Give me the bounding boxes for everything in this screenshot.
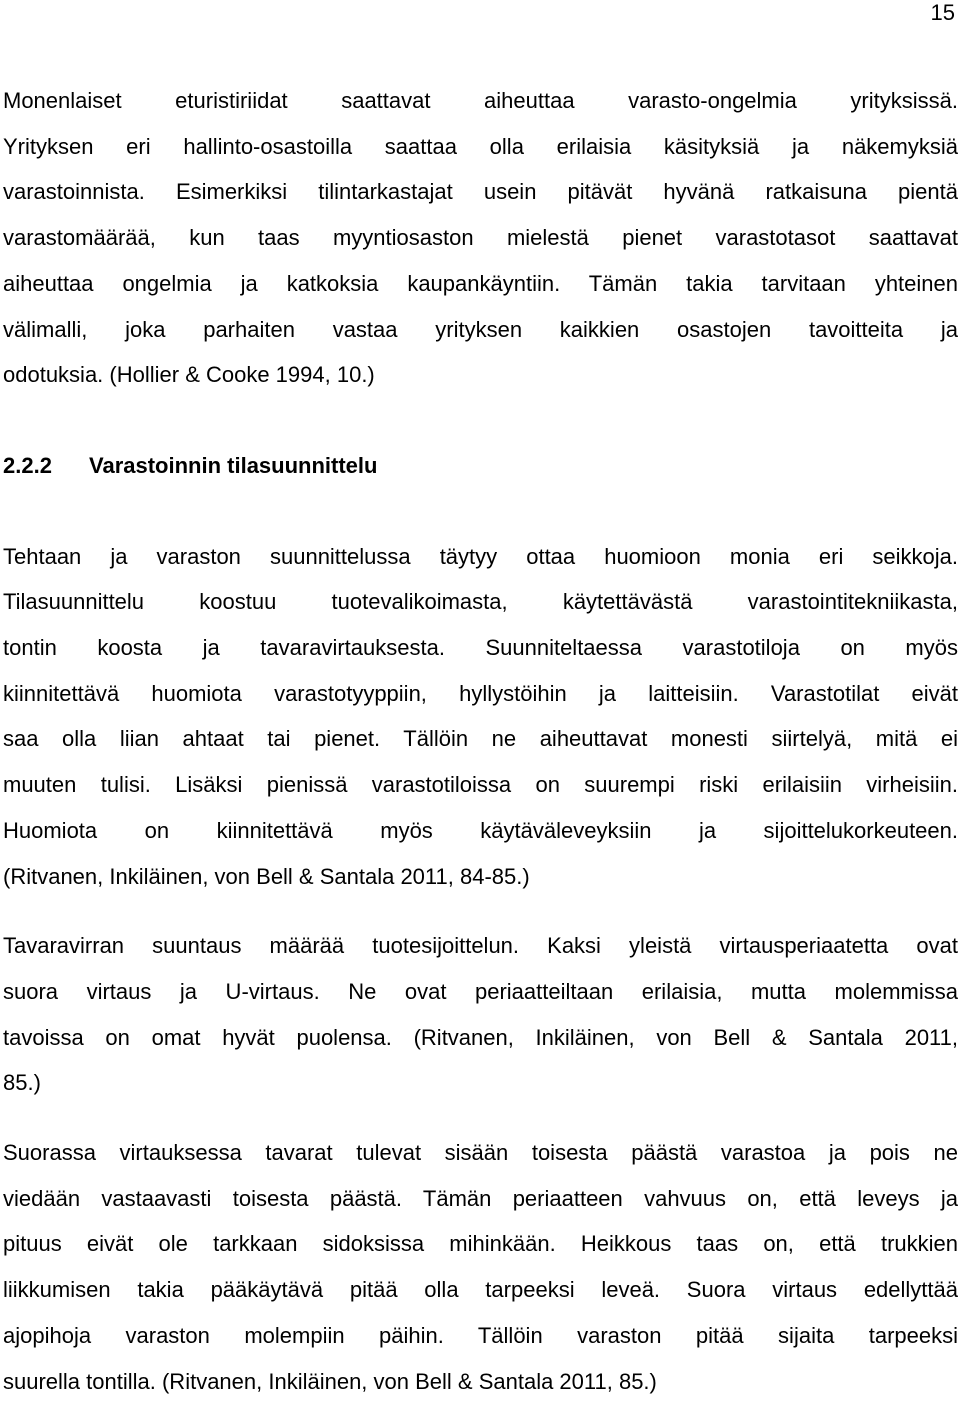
text-line: Huomiota on kiinnitettävä myös käytäväleveyksiin ja sijoittelukorkeuteen. [3, 817, 958, 843]
text-line: 85.) [3, 1070, 41, 1096]
paragraph-stakeholder-conflicts [3, 78, 958, 398]
text-line: viedään vastaavasti toisesta päästä. Tämän periaatteen vahvuus on, että leveys ja [3, 1185, 958, 1211]
text-line: pituus eivät ole tarkkaan sidoksissa mihinkään. Heikkous taas on, että trukkien [3, 1231, 958, 1257]
text-line: välimalli, joka parhaiten vastaa yrityksen kaikkien osastojen tavoitteita ja [3, 316, 958, 342]
text-line: Yrityksen eri hallinto-osastoilla saattaa olla erilaisia käsityksiä ja näkemyksiä [3, 133, 958, 159]
document-body [3, 78, 958, 1404]
paragraph-straight-flow [3, 1130, 958, 1404]
text-line: ajopihoja varaston molempiin päihin. Tällöin varaston pitää sijaita tarpeeksi [3, 1322, 958, 1348]
section-heading [3, 443, 958, 489]
text-line: varastomäärää, kun taas myyntiosaston mielestä pienet varastotasot saattavat [3, 225, 958, 251]
text-line: saa olla liian ahtaat tai pienet. Tällöin ne aiheuttavat monesti siirtelyä, mitä ei [3, 726, 958, 752]
text-line: Suorassa virtauksessa tavarat tulevat sisään toisesta päästä varastoa ja pois ne [3, 1140, 958, 1166]
text-line: varastoinnista. Esimerkiksi tilintarkastajat usein pitävät hyvänä ratkaisuna pientä [3, 179, 958, 205]
text-line: suora virtaus ja U-virtaus. Ne ovat periaatteiltaan erilaisia, mutta molemmissa [3, 978, 958, 1004]
text-line: odotuksia. (Hollier & Cooke 1994, 10.) [3, 362, 375, 388]
text-line: Tehtaan ja varaston suunnittelussa täytyy ottaa huomioon monia eri seikkoja. [3, 543, 958, 569]
text-line: kiinnitettävä huomiota varastotyyppiin, hyllystöihin ja laitteisiin. Varastotilat eivät [3, 680, 958, 706]
section-number: 2.2.2 [3, 452, 52, 478]
text-line: suurella tontilla. (Ritvanen, Inkiläinen, von Bell & Santala 2011, 85.) [3, 1368, 657, 1394]
text-line: aiheuttaa ongelmia ja katkoksia kaupankäyntiin. Tämän takia tarvitaan yhteinen [3, 270, 958, 296]
paragraph-flow-direction [3, 923, 958, 1106]
text-line: liikkumisen takia pääkäytävä pitää olla tarpeeksi leveä. Suora virtaus edellyttää [3, 1277, 958, 1303]
text-line: Monenlaiset eturistiriidat saattavat aiheuttaa varasto-ongelmia yrityksissä. [3, 88, 958, 113]
page-number: 15 [930, 0, 955, 25]
paragraph-space-planning [3, 534, 958, 900]
text-line: (Ritvanen, Inkiläinen, von Bell & Santala 2011, 84-85.) [3, 863, 530, 889]
text-line: Tilasuunnittelu koostuu tuotevalikoimasta, käytettävästä varastointitekniikasta, [3, 589, 958, 615]
text-line: tontin koosta ja tavaravirtauksesta. Suunniteltaessa varastotiloja on myös [3, 635, 958, 661]
section-title: Varastoinnin tilasuunnittelu [89, 452, 378, 478]
text-line: Tavaravirran suuntaus määrää tuotesijoittelun. Kaksi yleistä virtausperiaatetta ovat [3, 933, 958, 959]
text-line: tavoissa on omat hyvät puolensa. (Ritvanen, Inkiläinen, von Bell & Santala 2011, [3, 1024, 958, 1050]
text-line: muuten tulisi. Lisäksi pienissä varastotiloissa on suurempi riski erilaisiin virheisiin. [3, 772, 958, 798]
